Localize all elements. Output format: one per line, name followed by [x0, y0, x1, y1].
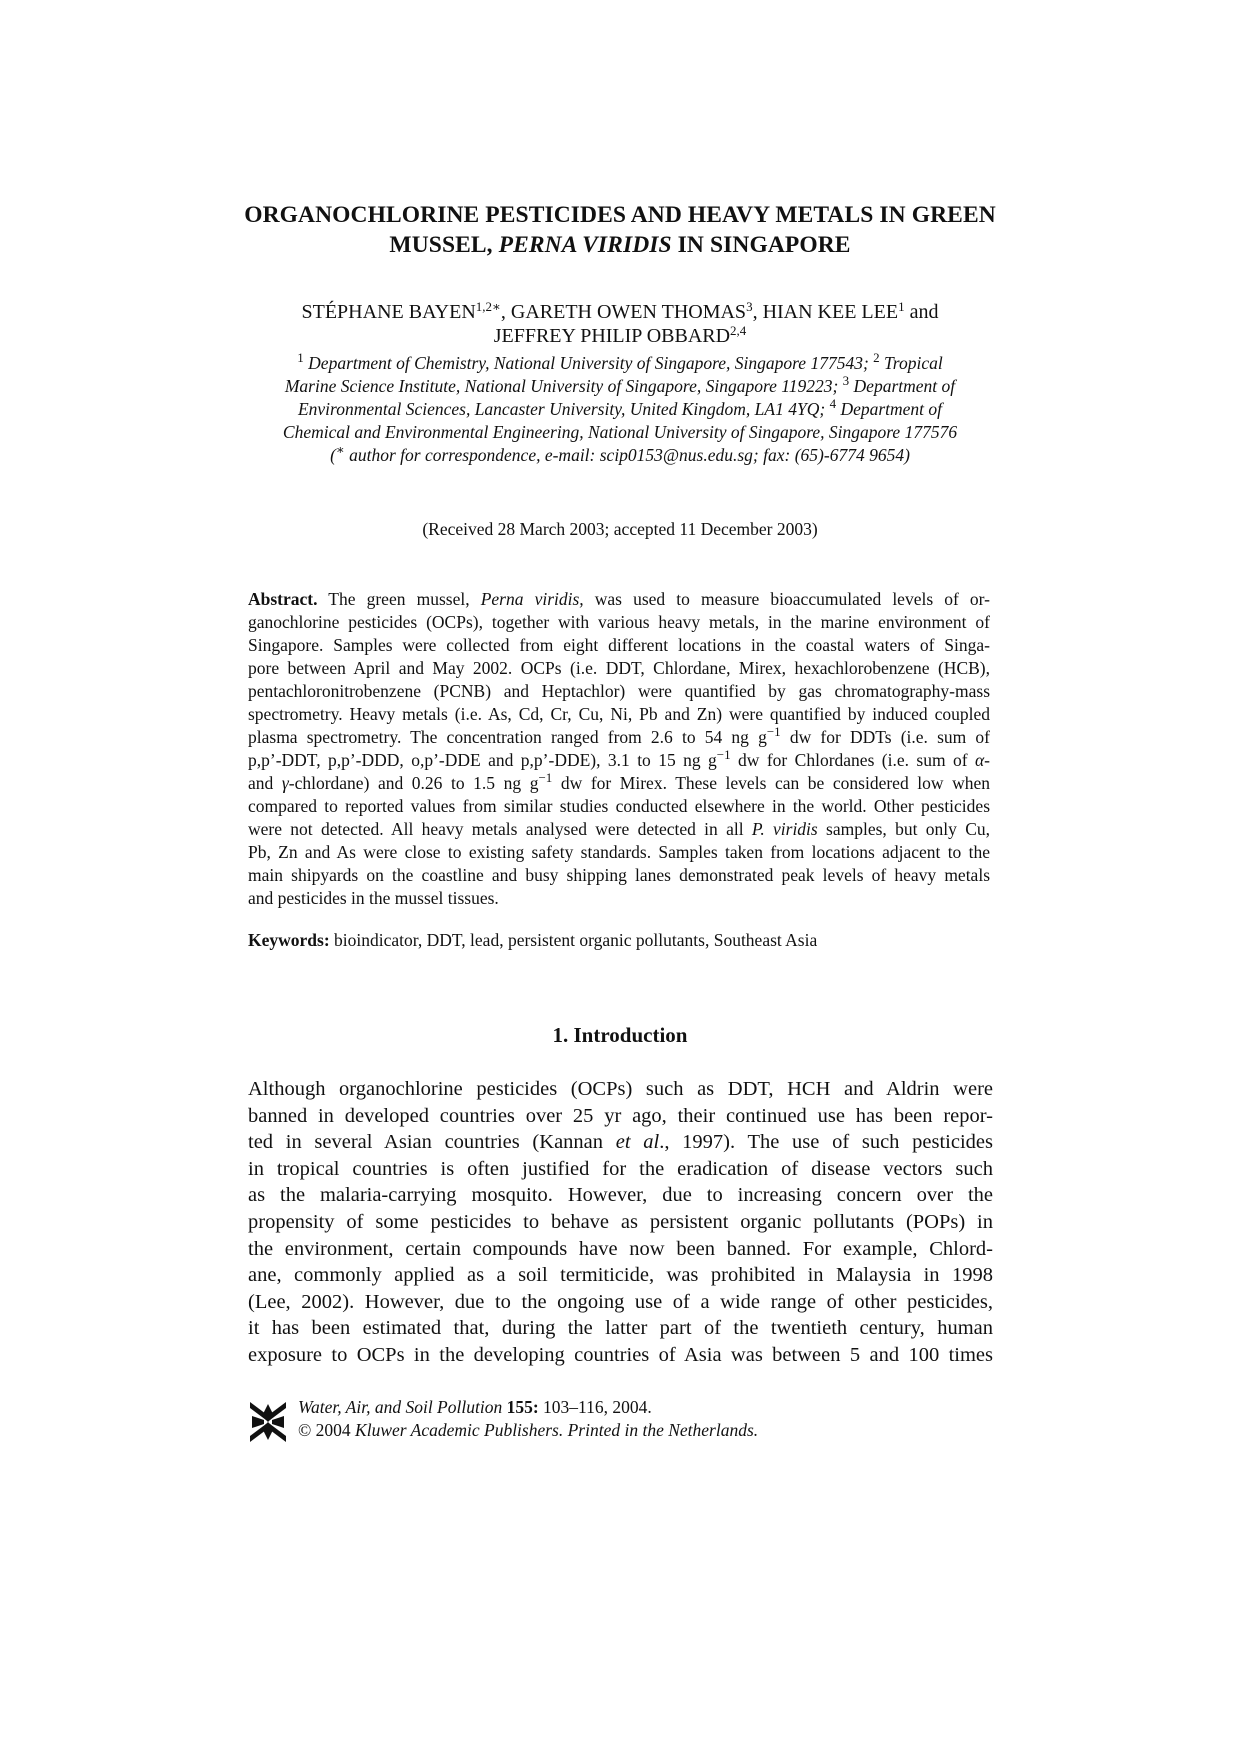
body-line: the environment, certain compounds have now been banned. For example, Chlord-: [248, 1237, 993, 1260]
abstract-superscript: −1: [716, 747, 731, 762]
abstract-label: Abstract.: [248, 589, 318, 609]
abstract-line: pentachloronitrobenzene (PCNB) and Heptachlor) were quantified by gas chromatography-mass: [248, 681, 990, 701]
correspondence-line: [220, 444, 1020, 467]
abstract-text: was used to measure bioaccumulated levels of or-: [583, 589, 990, 609]
author-affil-marker: 1,2∗: [475, 299, 501, 314]
abstract-line: and pesticides in the mussel tissues.: [248, 888, 499, 908]
body-line: (Lee, 2002). However, due to the ongoing use of a wide range of other pesticides,: [248, 1290, 993, 1313]
journal-footer: [248, 1396, 848, 1446]
affiliation-text: Tropical: [879, 353, 943, 373]
title-text: IN SINGAPORE: [671, 232, 851, 258]
body-line: banned in developed countries over 25 yr ago, their continued use has been repor-: [248, 1104, 993, 1127]
author-list: [200, 300, 1040, 348]
affiliation-line: [220, 375, 1020, 398]
affiliation-line: [220, 398, 1020, 421]
body-line: as the malaria-carrying mosquito. However, due to increasing concern over the: [248, 1184, 993, 1207]
author-line-2: [200, 324, 1040, 348]
affil-marker: 2: [873, 350, 880, 365]
abstract-text: dw for Mirex. These levels can be considered low when: [552, 773, 990, 793]
affiliation-line: [220, 352, 1020, 375]
affiliation-text: Department of Chemistry, National University of Singapore, Singapore 177543;: [303, 353, 874, 373]
abstract-line: main shipyards on the coastline and busy shipping lanes demonstrated peak levels of heavy metals: [248, 865, 990, 885]
abstract-superscript: −1: [538, 770, 553, 785]
abstract-line: Pb, Zn and As were close to existing safety standards. Samples taken from locations adjacent to the: [248, 842, 990, 862]
author-separator: and: [904, 301, 939, 323]
abstract-line: [248, 749, 990, 772]
journal-name: Water, Air, and Soil Pollution: [298, 1397, 503, 1417]
affiliation-text: Department of: [836, 399, 943, 419]
affiliation-text: Marine Science Institute, National University of Singapore, Singapore 119223;: [284, 376, 843, 396]
abstract: [248, 588, 990, 910]
abstract-line: pore between April and May 2002. OCPs (i.e. DDT, Chlordane, Mirex, hexachlorobenzene (HCB),: [248, 658, 990, 678]
title-line-1: ORGANOCHLORINE PESTICIDES AND HEAVY METALS IN GREEN: [244, 202, 996, 228]
author-name: HIAN KEE LEE: [762, 301, 899, 323]
abstract-text: dw for DDTs (i.e. sum of: [780, 727, 990, 747]
body-line: propensity of some pesticides to behave as persistent organic pollutants (POPs) in: [248, 1210, 993, 1233]
publisher-text: Kluwer Academic Publishers. Printed in the Netherlands.: [355, 1420, 759, 1440]
affil-marker: 1: [297, 350, 304, 365]
abstract-line: [248, 772, 990, 795]
abstract-text: Perna viridis,: [480, 589, 584, 609]
body-text: ted in several Asian countries (Kannan: [248, 1131, 616, 1154]
title-text: MUSSEL,: [389, 232, 499, 258]
abstract-text: were not detected. All heavy metals analysed were detected in all: [248, 819, 752, 839]
journal-pages: 103–116, 2004.: [538, 1397, 652, 1417]
abstract-line: compared to reported values from similar studies conducted elsewhere in the world. Other pesticides: [248, 796, 990, 816]
body-line: ane, commonly applied as a soil termiticide, was prohibited in Malaysia in 1998: [248, 1264, 993, 1287]
abstract-text: -chlordane) and 0.26 to 1.5 ng g: [288, 773, 539, 793]
abstract-text: α-: [974, 750, 990, 770]
affil-marker: 4: [829, 396, 837, 411]
abstract-text: plasma spectrometry. The concentration ranged from 2.6 to 54 ng g: [248, 727, 767, 747]
section-heading-introduction: 1. Introduction: [552, 1023, 688, 1047]
citation-line: [298, 1396, 758, 1419]
body-line: exposure to OCPs in the developing countries of Asia was between 5 and 100 times: [248, 1343, 993, 1366]
affiliation-line: Chemical and Environmental Engineering, National University of Singapore, Singapore 177576: [282, 422, 958, 442]
copyright-text: © 2004: [298, 1420, 356, 1440]
author-affil-marker: 3: [746, 299, 753, 314]
abstract-line: [248, 726, 990, 749]
body-line: Although organochlorine pesticides (OCPs) such as DDT, HCH and Aldrin were: [248, 1078, 993, 1100]
received-dates: (Received 28 March 2003; accepted 11 December 2003): [422, 519, 818, 539]
abstract-text: p,p’-DDT, p,p’-DDD, o,p’-DDE and p,p’-DDE), 3.1 to 15 ng g: [248, 750, 717, 770]
author-line-1: [200, 300, 1040, 324]
author-separator: ,: [500, 301, 511, 323]
abstract-superscript: −1: [766, 724, 781, 739]
keywords-text: bioindicator, DDT, lead, persistent organic pollutants, Southeast Asia: [329, 930, 818, 950]
abstract-line: Singapore. Samples were collected from eight different locations in the coastal waters of Singa-: [248, 635, 990, 655]
affil-marker: 3: [842, 373, 850, 388]
abstract-line: [248, 818, 990, 841]
affiliations: [220, 352, 1020, 467]
journal-volume: 155:: [506, 1397, 539, 1417]
abstract-text: samples, but only Cu,: [817, 819, 990, 839]
affiliation-text: Department of: [849, 376, 956, 396]
author-name: STÉPHANE BAYEN: [301, 301, 476, 323]
footer-text: [298, 1396, 758, 1442]
keywords: [248, 929, 990, 951]
affiliation-text: Environmental Sciences, Lancaster University, United Kingdom, LA1 4YQ;: [297, 399, 830, 419]
author-name: JEFFREY PHILIP OBBARD: [493, 325, 731, 347]
abstract-line: [248, 588, 990, 611]
author-name: GARETH OWEN THOMAS: [510, 301, 747, 323]
author-affil-marker: 1: [898, 299, 905, 314]
title-line-2: [220, 230, 1020, 260]
abstract-text: P. viridis: [751, 819, 818, 839]
body-text: ., 1997). The use of such pesticides: [659, 1131, 993, 1154]
affiliation-text: (: [330, 445, 336, 465]
introduction-body: [248, 1076, 993, 1369]
copyright-line: [298, 1419, 758, 1442]
abstract-text: The green mussel,: [317, 589, 481, 609]
author-affil-marker: 2,4: [730, 323, 747, 338]
author-separator: ,: [752, 301, 763, 323]
body-line: [248, 1129, 993, 1156]
correspondence-text: author for correspondence, e-mail: scip0153@nus.edu.sg; fax: (65)-6774 9654): [344, 445, 910, 465]
body-text: et al: [615, 1131, 660, 1154]
affil-marker: ∗: [335, 442, 345, 457]
abstract-line: spectrometry. Heavy metals (i.e. As, Cd, Cr, Cu, Ni, Pb and Zn) were quantified by induced coupled: [248, 704, 990, 724]
keywords-label: Keywords:: [248, 930, 330, 950]
body-line: in tropical countries is often justified for the eradication of disease vectors such: [248, 1157, 993, 1180]
abstract-text: γ: [281, 773, 289, 793]
body-line: it has been estimated that, during the latter part of the twentieth century, human: [248, 1317, 993, 1340]
abstract-text: dw for Chlordanes (i.e. sum of: [730, 750, 975, 770]
abstract-line: ganochlorine pesticides (OCPs), together with various heavy metals, in the marine environment of: [248, 612, 990, 632]
abstract-text: and: [248, 773, 282, 793]
publisher-logo-icon: [248, 1400, 288, 1444]
paper-title: [220, 200, 1020, 260]
title-species: PERNA VIRIDIS: [498, 232, 672, 258]
